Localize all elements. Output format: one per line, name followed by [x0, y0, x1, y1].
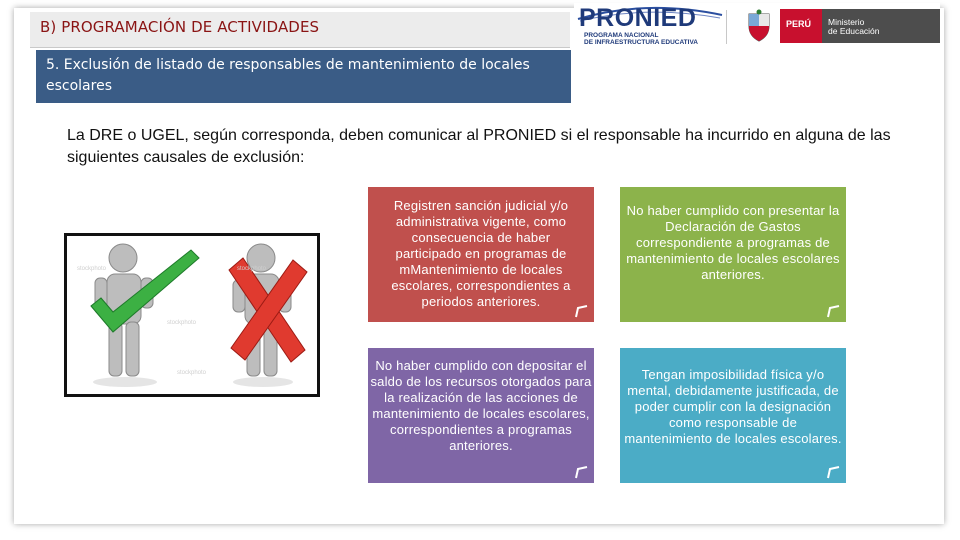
corner-arrow-icon: [574, 465, 588, 479]
watermark: stockphoto: [237, 266, 267, 272]
peru-label: PERÚ: [780, 9, 822, 43]
causal-text: Tengan imposibilidad física y/o mental, debidamente justificada, de poder cumplir con la designación como responsable de mantenimiento de locales escolares.: [624, 367, 842, 446]
causal-card-sancion: [368, 187, 594, 322]
corner-arrow-icon: [826, 304, 840, 318]
pronied-logo-text: PRONIED: [579, 4, 697, 32]
ministry-label: [822, 9, 940, 43]
causal-text: No haber cumplido con depositar el saldo de los recursos otorgados para la realización de las acciones de mantenimiento de locales escolares, correspondientes a programas anteriores.: [370, 358, 592, 453]
watermark: stockphoto: [177, 370, 207, 376]
peru-coat-of-arms-icon: [744, 8, 774, 44]
pronied-tagline-line: DE INFRAESTRUCTURA EDUCATIVA: [584, 39, 698, 46]
causal-card-saldo: [368, 348, 594, 483]
intro-paragraph: La DRE o UGEL, según corresponda, deben comunicar al PRONIED si el responsable ha incurrido en alguna de las siguientes causales de exclusión:: [67, 127, 891, 166]
causal-card-declaracion: [620, 187, 846, 322]
ministry-line: Ministerio: [828, 17, 865, 27]
logo-separator: [726, 10, 727, 44]
pronied-tagline-line: PROGRAMA NACIONAL: [584, 32, 659, 39]
watermark: stockphoto: [77, 266, 107, 272]
logo-area: [574, 3, 940, 49]
approval-illustration: [64, 233, 320, 397]
causal-text: No haber cumplido con presentar la Declaración de Gastos correspondiente a programas de mantenimiento de locales escolares anteriores.: [626, 203, 840, 282]
subtitle-text: 5. Exclusión de listado de responsables de mantenimiento de locales escolares: [46, 57, 530, 94]
causal-text: Registren sanción judicial y/o administrativa vigente, como consecuencia de haber participado en programas de mMantenimiento de locales escolares, correspondientes a periodos anteriores.: [391, 198, 571, 309]
corner-arrow-icon: [574, 304, 588, 318]
pronied-tagline: [584, 32, 698, 46]
watermark: stockphoto: [167, 320, 197, 326]
causal-card-imposibilidad: [620, 348, 846, 483]
corner-arrow-icon: [826, 465, 840, 479]
subtitle-box: [36, 50, 571, 103]
approve-figure-icon: [91, 244, 199, 387]
ministry-line: de Educación: [828, 26, 880, 36]
section-title: B) PROGRAMACIÓN DE ACTIVIDADES: [40, 18, 320, 36]
